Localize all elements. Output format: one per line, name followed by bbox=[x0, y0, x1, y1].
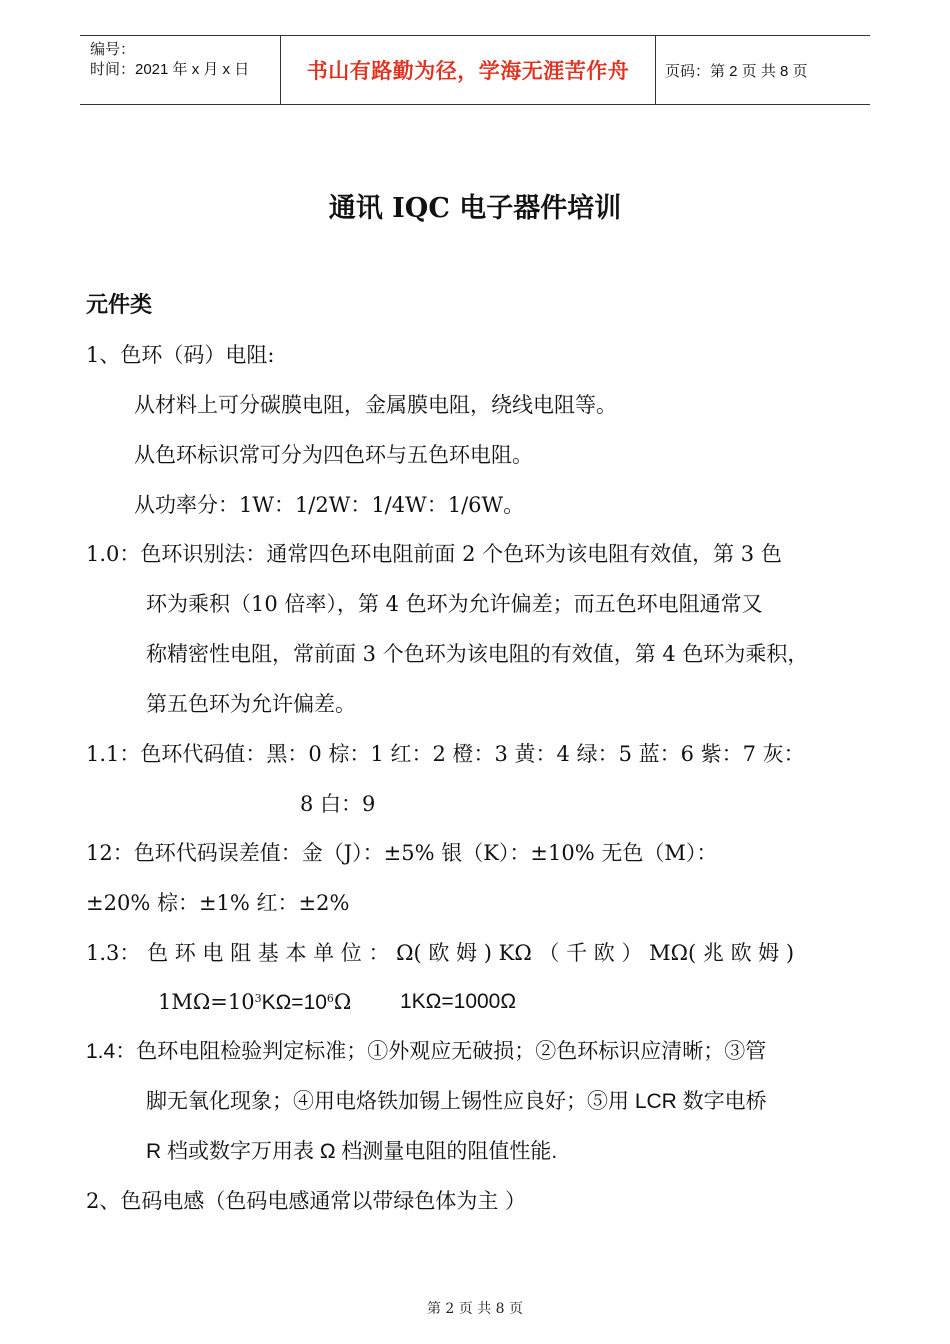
paragraph-line: ±20% 棕：±1% 红：±2% bbox=[86, 891, 350, 915]
header-divider bbox=[280, 36, 281, 104]
paragraph-line: 1.4：色环电阻检验判定标准；①外观应无破损；②色环标识应清晰；③管 bbox=[86, 1040, 767, 1063]
conversion-text: KΩ=10 bbox=[261, 991, 327, 1014]
conversion-text: 1MΩ=10 bbox=[158, 990, 255, 1014]
paragraph-line: R 档或数字万用表 Ω 档测量电阻的阻值性能. bbox=[146, 1140, 558, 1163]
header-page-info: 页码：第 2 页 共 8 页 bbox=[665, 62, 808, 80]
paragraph-line: 1.1：色环代码值：黑：0 棕：1 红：2 橙：3 黄：4 绿：5 蓝：6 紫：7 灰： bbox=[86, 742, 805, 766]
paragraph-line: 12：色环代码误差值：金（J）：±5% 银（K）：±10% 无色（M）： bbox=[86, 841, 718, 865]
superscript: 3 bbox=[254, 992, 262, 1005]
document-header bbox=[80, 35, 870, 105]
paragraph-line: 1.3： 色 环 电 阻 基 本 单 位 ： Ω( 欧 姆 ) KΩ （ 千 欧 ） MΩ( 兆 欧 姆 ) bbox=[86, 941, 795, 965]
unit-conversion-line bbox=[158, 987, 351, 1018]
paragraph-line: 环为乘积（10 倍率），第 4 色环为允许偏差；而五色环电阻通常又 bbox=[146, 592, 763, 616]
paragraph-line: 从功率分：1W：1/2W：1/4W：1/6W。 bbox=[134, 493, 525, 517]
header-divider bbox=[655, 36, 656, 104]
conversion-text: Ω bbox=[333, 990, 352, 1014]
document-title: 通讯 IQC 电子器件培训 bbox=[328, 193, 622, 224]
number-label: 编号： bbox=[90, 41, 136, 58]
unit-conversion-line: 1KΩ=1000Ω bbox=[400, 990, 517, 1013]
section-heading: 元件类 bbox=[86, 292, 153, 318]
paragraph-line: 称精密性电阻，常前面 3 个色环为该电阻的有效值，第 4 色环为乘积， bbox=[146, 642, 809, 666]
paragraph-line: 1.0：色环识别法：通常四色环电阻前面 2 个色环为该电阻有效值，第 3 色 bbox=[86, 542, 782, 566]
paragraph-line: 1、色环（码）电阻: bbox=[86, 343, 275, 367]
superscript: 6 bbox=[326, 992, 334, 1005]
paragraph-line: 2、色码电感（色码电感通常以带绿色体为主 ） bbox=[86, 1189, 527, 1213]
time-label: 时间：2021 年 x 月 x 日 bbox=[90, 61, 250, 78]
header-meta bbox=[90, 40, 249, 80]
header-motto: 书山有路勤为径，学海无涯苦作舟 bbox=[306, 59, 630, 83]
paragraph-line: 从材料上可分碳膜电阻，金属膜电阻，绕线电阻等。 bbox=[134, 393, 617, 417]
paragraph-line: 第五色环为允许偏差。 bbox=[146, 692, 356, 716]
paragraph-line: 从色环标识常可分为四色环与五色环电阻。 bbox=[134, 443, 533, 467]
page-footer: 第 2 页 共 8 页 bbox=[426, 1301, 524, 1317]
paragraph-line: 脚无氧化现象；④用电烙铁加锡上锡性应良好；⑤用 LCR 数字电桥 bbox=[146, 1090, 767, 1113]
paragraph-line: 8 白：9 bbox=[300, 792, 376, 816]
